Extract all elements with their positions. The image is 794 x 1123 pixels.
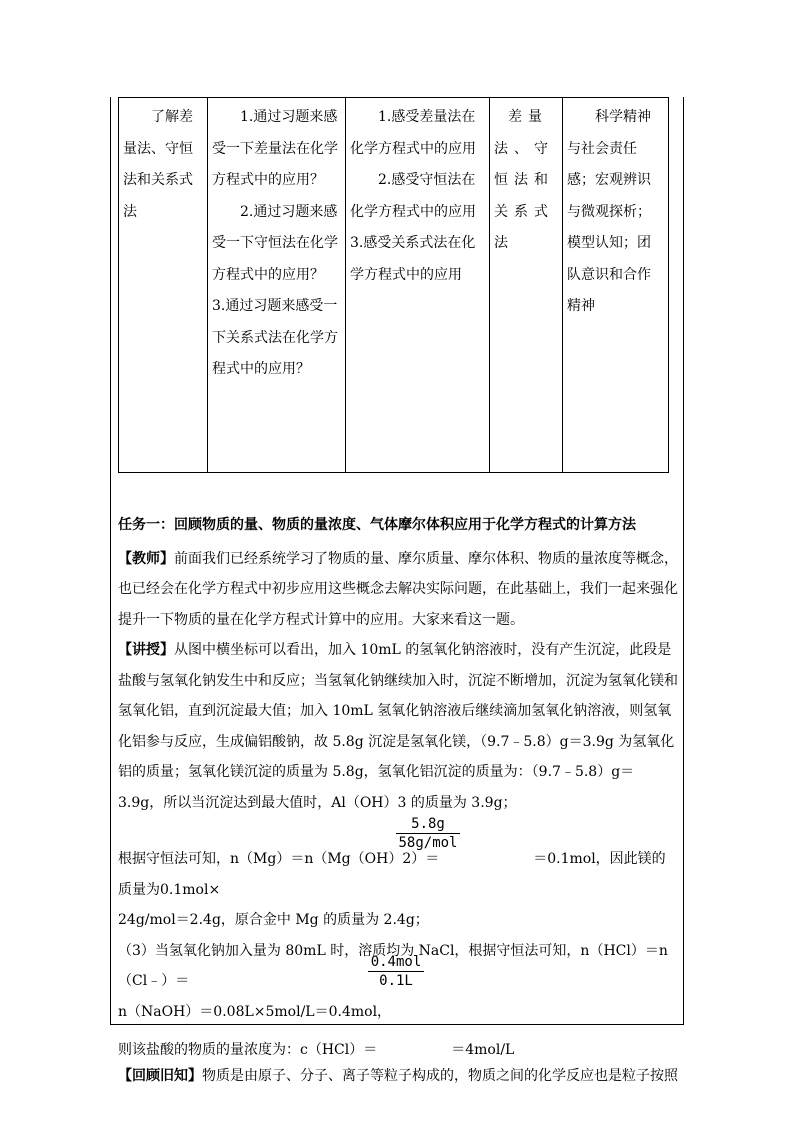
teacher-paragraph: 【教师】前面我们已经系统学习了物质的量、摩尔质量、摩尔体积、物质的量浓度等概念，也已经会在化学方程式中初步应用这些概念去解决实际问题，在此基础上，我们一起来强化提升一下物质的量在化学方程式计算中的应用。大家来看这一题。	[118, 550, 678, 628]
lesson-body	[118, 510, 678, 1092]
part3-line-2: n（NaOH）＝0.08L×5mol/L＝0.4mol，	[118, 1003, 392, 1020]
conservation-line-2: 24g/mol＝2.4g，原合金中 Mg 的质量为 2.4g；	[118, 912, 429, 928]
table-cell-method: 差量法、守恒法和关系式法	[490, 98, 563, 473]
table-cell-student-activity: 1.感受差量法在化学方程式中的应用 2.感受守恒法在化学方程式中的应用 3.感受关系式法在化学方程式中的应用	[346, 98, 490, 473]
fraction-mol-over-volume: 0.4mol 0.1L	[368, 953, 424, 990]
concentration-line: 则该盐酸的物质的量浓度为：c（HCl）＝ ＝4mol/L	[118, 1042, 515, 1058]
conservation-line: 根据守恒法可知，n（Mg）＝n（Mg（OH）2）＝ ＝0.1mol，因此镁的质量为0.1mol×	[118, 851, 666, 898]
part3-line-1: （3）当氢氧化钠加入量为 80mL 时，溶质均为 NaCl，根据守恒法可知，n（HCl）＝n（Cl﹣）＝	[118, 942, 668, 989]
lecture-paragraph: 【讲授】从图中横坐标可以看出，加入 10mL 的氢氧化钠溶液时，没有产生沉淀，此段是盐酸与氢氧化钠发生中和反应；当氢氧化钠继续加入时，沉淀不断增加，沉淀为氢氧化镁和氢氧化铝，直到沉淀最大值；加入 10mL 氢氧化钠溶液后继续滴加氢氧化钠溶液，则氢氧化铝参与反应，生成偏铝酸钠，故 5.8g 沉淀是氢氧化镁，（9.7﹣5.8）g＝3.9g 为氢氧化铝的质量；氢氧化镁沉淀的质量为 5.8g，氢氧化铝沉淀的质量为：（9.7﹣5.8）g＝3.9g，所以当沉淀达到最大值时，Al（OH）3 的质量为 3.9g；	[118, 642, 678, 811]
table-cell-teacher-activity: 1.通过习题来感受一下差量法在化学方程式中的应用？ 2.通过习题来感受一下守恒法在化学方程式中的应用？ 3.通过习题来感受一下关系式法在化学方程式中的应用？	[208, 98, 346, 473]
fraction-mass-over-molar-mass: 5.8g 58g/mol	[396, 815, 460, 852]
objectives-table	[118, 97, 669, 473]
table-cell-literacy: 科学精神与社会责任感；宏观辨识与微观探析；模型认知；团队意识和合作精神	[563, 98, 669, 473]
task-title: 任务一：回顾物质的量、物质的量浓度、气体摩尔体积应用于化学方程式的计算方法	[118, 517, 636, 533]
table-cell-goal: 了解差量法、守恒法和关系式法	[119, 98, 208, 473]
review-paragraph: 【回顾旧知】物质是由原子、分子、离子等粒子构成的，物质之间的化学反应也是粒子按照	[118, 1068, 678, 1084]
table-row	[119, 98, 669, 473]
